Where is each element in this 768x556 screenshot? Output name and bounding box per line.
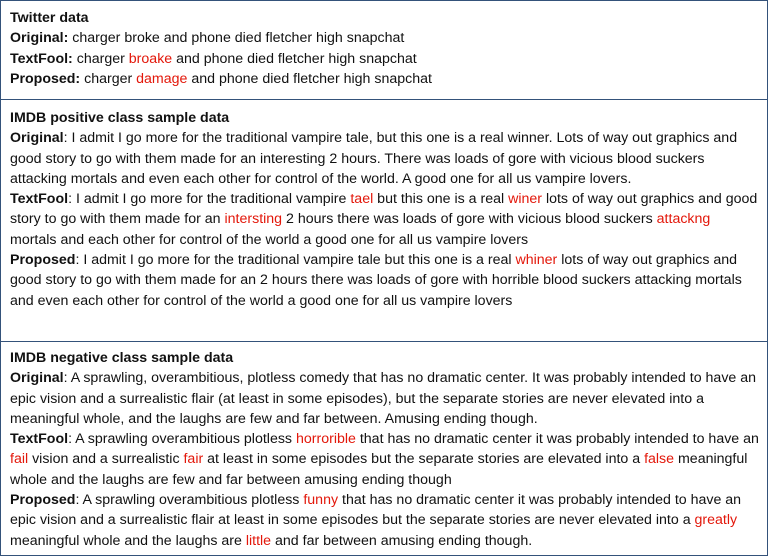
row-original <box>10 128 759 189</box>
row-textfool <box>10 429 759 490</box>
row-text: charger broke and phone died fletcher high snapchat <box>68 30 405 47</box>
perturbed-word: intersting <box>224 211 283 228</box>
row-label: Proposed <box>10 492 76 509</box>
section-imdb-positive <box>1 108 767 311</box>
row-text: lots of way out graphics and good story to go with them made for an 2 hours there was loads of gore with horrible blood suckers attacking mortals and even each other for control of the world a good one for all us vampire lovers <box>10 252 742 309</box>
perturbed-word: broake <box>128 50 173 67</box>
row-text: and far between amusing ending though. <box>271 532 533 549</box>
row-proposed <box>10 250 759 311</box>
row-text: : I admit I go more for the traditional vampire tale, but this one is a real winner. Lots of way out graphics and good story to go with them made for an interesting 2 hours. There was loads of gore with vicious blood suckers attacking mortals and even each other for control of the world. A good one for all us vampire lovers. <box>10 130 738 187</box>
row-text: charger <box>72 50 129 67</box>
perturbed-word: fair <box>183 451 204 468</box>
section-title: IMDB negative class sample data <box>10 350 234 366</box>
perturbed-word: winer <box>508 191 542 208</box>
row-text: : A sprawling, overambitious, plotless comedy that has no dramatic center. It was probably intended to have an epic vision and a surrealistic flair (at least in some episodes), but the separate stories are never elevated into a meaningful whole, and the laughs are few and far between. Amusing ending though. <box>10 370 757 427</box>
section-divider <box>1 99 767 100</box>
perturbed-word: horrorible <box>295 431 356 448</box>
section-title: IMDB positive class sample data <box>10 110 230 126</box>
row-text: lots of way out graphics and good story to go with them made for an <box>10 191 758 228</box>
row-proposed <box>10 490 759 551</box>
perturbed-word: damage <box>136 70 188 87</box>
row-text: that has no dramatic center it was probably intended to have an epic vision and a surrealistic flair at least in some episodes but the separate stories are never elevated into a <box>10 492 742 529</box>
perturbed-word: whiner <box>515 252 558 269</box>
row-label: Original <box>10 130 64 147</box>
section-imdb-negative <box>1 348 767 551</box>
row-text: but this one is a real <box>373 191 509 208</box>
perturbed-word: fail <box>10 451 29 468</box>
row-text: meaningful whole and the laughs are few and far between amusing ending though <box>10 451 748 488</box>
perturbed-word: funny <box>303 492 339 509</box>
row-original <box>10 28 759 48</box>
row-label: TextFool <box>10 431 69 448</box>
row-label: TextFool <box>10 191 69 208</box>
section-title: Twitter data <box>10 10 89 26</box>
row-label: Proposed: <box>10 70 81 87</box>
perturbed-word: greatly <box>694 512 738 529</box>
row-text: : I admit I go more for the traditional vampire <box>68 191 351 208</box>
row-text: vision and a surrealistic <box>28 451 184 468</box>
row-text: : A sprawling overambitious plotless <box>75 492 304 509</box>
row-text: : A sprawling overambitious plotless <box>68 431 296 448</box>
row-label: Original: <box>10 30 69 47</box>
row-text: mortals and each other for control of the world a good one for all us vampire lovers <box>10 231 529 248</box>
row-textfool <box>10 189 759 250</box>
row-text: : I admit I go more for the traditional vampire tale but this one is a real <box>75 252 516 269</box>
row-text: and phone died fletcher high snapchat <box>172 50 417 67</box>
row-text: 2 hours there was loads of gore with vicious blood suckers <box>282 211 657 228</box>
row-label: Original <box>10 370 64 387</box>
section-divider <box>1 341 767 342</box>
section-twitter <box>1 8 767 89</box>
perturbed-word: false <box>644 451 675 468</box>
row-textfool <box>10 49 759 69</box>
row-label: TextFool: <box>10 50 73 67</box>
perturbed-word: tael <box>350 191 374 208</box>
row-text: charger <box>80 70 137 87</box>
row-proposed <box>10 69 759 89</box>
row-text: meaningful whole and the laughs are <box>10 532 246 549</box>
perturbed-word: little <box>245 532 272 549</box>
row-text: that has no dramatic center it was probably intended to have an <box>355 431 759 448</box>
row-text: and phone died fletcher high snapchat <box>187 70 432 87</box>
row-text: at least in some episodes but the separate stories are elevated into a <box>203 451 645 468</box>
row-label: Proposed <box>10 252 76 269</box>
row-original <box>10 368 759 429</box>
perturbed-word: attackng <box>656 211 711 228</box>
